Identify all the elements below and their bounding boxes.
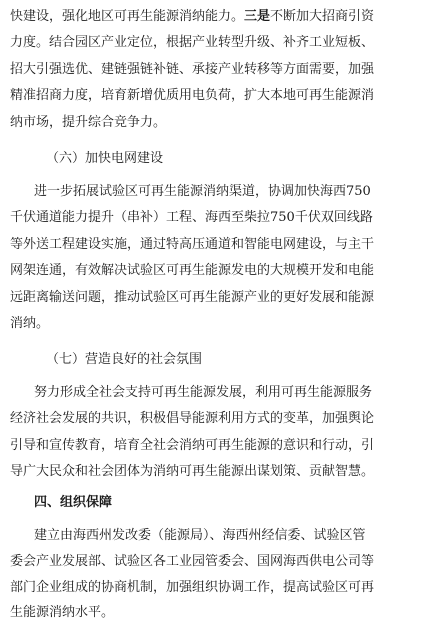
text-line: 纳市场，提升综合竞争力。 bbox=[10, 115, 167, 130]
text-line: 引导和宣传教育，培育全社会消纳可再生能源的意识和行动，引 bbox=[10, 438, 375, 453]
text-line: 远距离输送问题，推动试验区可再生能源产业的更好发展和能源 bbox=[10, 290, 375, 305]
text-line: 导广大民众和社会团体为消纳可再生能源出谋划策、贡献智慧。 bbox=[10, 464, 375, 479]
text-line: 努力形成全社会支持可再生能源发展，利用可再生能源服务 bbox=[34, 385, 373, 400]
text-line: 委会产业发展部、试验区各工业园管委会、国网海西供电公司等 bbox=[10, 554, 375, 569]
section-heading: 四、组织保障 bbox=[34, 495, 113, 510]
text-line: 等外送工程建设实施，通过特高压通道和智能电网建设，与主干 bbox=[10, 237, 375, 252]
text-line: 千伏通道能力提升（串补）工程、海西至柴拉750千伏双回线路 bbox=[10, 210, 373, 225]
text-line: 消纳。 bbox=[10, 316, 50, 331]
section-subheading: （六）加快电网建设 bbox=[46, 151, 164, 166]
text-line: 经济社会发展的共识，积极倡导能源利用方式的变革，加强舆论 bbox=[10, 411, 375, 426]
text-line: 精准招商力度，培育新增优质用电负荷，扩大本地可再生能源消 bbox=[10, 88, 375, 103]
text-line: 部门企业组成的协商机制，加强组织协调工作，提高试验区可再 bbox=[10, 580, 375, 595]
emphasis-text: 三是 bbox=[244, 9, 271, 24]
text-line: 生能源消纳水平。 bbox=[10, 605, 115, 620]
text-line: 网架连通，有效解决试验区可再生能源发电的大规模开发和电能 bbox=[10, 263, 375, 278]
section-subheading: （七）营造良好的社会氛围 bbox=[46, 352, 203, 367]
text-line: 快建设，强化地区可再生能源消纳能力。三是不断加大招商引资 bbox=[10, 9, 375, 24]
text-line: 招大引强选优、建链强链补链、承接产业转移等方面需要，加强 bbox=[10, 62, 375, 77]
text-line: 建立由海西州发改委（能源局）、海西州经信委、试验区管 bbox=[34, 528, 366, 543]
text-line: 进一步拓展试验区可再生能源消纳渠道，协调加快海西750 bbox=[34, 184, 371, 199]
text-line: 力度。结合园区产业定位，根据产业转型升级、补齐工业短板、 bbox=[10, 35, 375, 50]
